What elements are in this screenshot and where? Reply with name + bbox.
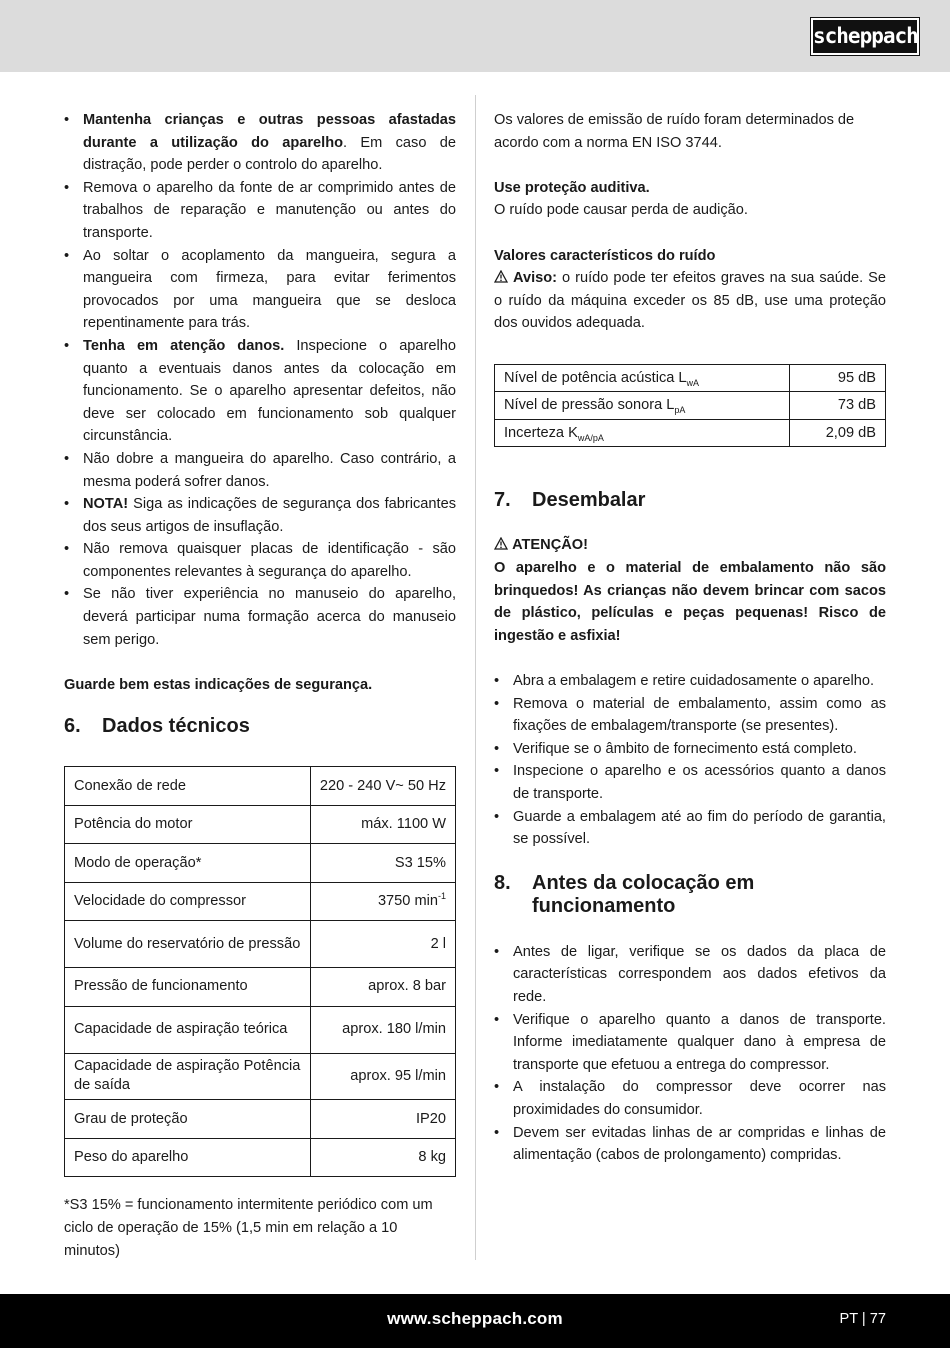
table-row <box>495 419 886 447</box>
spec-value: IP20 <box>310 1100 455 1139</box>
table-row <box>65 882 456 921</box>
spec-label: Conexão de rede <box>65 767 311 806</box>
spec-label: Volume do reservatório de pressão <box>65 921 311 968</box>
spec-value: S3 15% <box>310 844 455 883</box>
section-7-heading: 7. Desembalar <box>494 489 646 512</box>
list-item: • Mantenha crianças e outras pessoas afastadas durante a utilização do aparelho. Em caso de distração, pode perder o controlo do aparelho. <box>64 109 456 177</box>
attention-label: ATENÇÃO! <box>494 534 886 557</box>
spec-label: Modo de operação* <box>65 844 311 883</box>
noise-values-table <box>494 364 886 448</box>
list-item: • Verifique se o âmbito de fornecimento está completo. <box>494 738 886 761</box>
list-item: • Remova o material de embalamento, assim como as fixações de embalagem/transporte (se presentes). <box>494 693 886 738</box>
spec-value: aprox. 8 bar <box>310 968 455 1007</box>
spec-value: máx. 1100 W <box>310 805 455 844</box>
website-link[interactable]: www.scheppach.com <box>387 1309 563 1328</box>
table-row <box>65 921 456 968</box>
noise-value: 2,09 dB <box>790 419 886 447</box>
list-item: • Abra a embalagem e retire cuidadosamente o aparelho. <box>494 670 886 693</box>
spec-value: aprox. 180 l/min <box>310 1006 455 1053</box>
table-row <box>65 767 456 806</box>
spec-footnote: *S3 15% = funcionamento intermitente periódico com um ciclo de operação de 15% (1,5 min em relação a 10 minutos) <box>64 1197 433 1259</box>
spec-value: 3750 $\min^{-1}$ <box>310 882 455 921</box>
list-item: • A instalação do compressor deve ocorrer nas proximidades do consumidor. <box>494 1076 886 1121</box>
spec-label: Peso do aparelho <box>65 1138 311 1177</box>
spec-value: 220 - 240 V~ 50 Hz <box>310 767 455 806</box>
table-row <box>65 968 456 1007</box>
table-row <box>65 1138 456 1177</box>
unpack-bullet-list <box>494 670 886 851</box>
scheppach-logo: scheppach <box>811 18 919 55</box>
spec-label: Velocidade do compressor <box>65 882 311 921</box>
spec-label: Grau de proteção <box>65 1100 311 1139</box>
keep-instructions-note: Guarde bem estas indicações de segurança. <box>64 676 373 693</box>
spec-value: aprox. 95 l/min <box>310 1053 455 1100</box>
noise-intro: Os valores de emissão de ruído foram determinados de acordo com a norma EN ISO 3744. <box>494 112 855 151</box>
table-row <box>495 364 886 392</box>
noise-label: Nível de potência acústica $L_{wA}$ <box>495 364 790 392</box>
warning-triangle-icon <box>494 270 508 283</box>
table-row <box>65 1100 456 1139</box>
technical-data-table <box>64 766 456 1177</box>
list-item: • NOTA! Siga as indicações de segurança dos fabricantes dos seus artigos de insuflação. <box>64 493 456 538</box>
hearing-protection-text: O ruído pode causar perda de audição. <box>494 202 748 219</box>
hearing-protection-title: Use proteção auditiva. <box>494 179 650 196</box>
warning-triangle-icon <box>494 537 508 550</box>
noise-label: Nível de pressão sonora $L_{pA}$ <box>495 392 790 420</box>
table-row <box>65 1053 456 1100</box>
list-item: • Antes de ligar, verifique se os dados da placa de características correspondem aos dados efetivos da rede. <box>494 941 886 1009</box>
table-row <box>65 805 456 844</box>
spec-label: Potência do motor <box>65 805 311 844</box>
section-6-heading: 6. Dados técnicos <box>64 715 250 738</box>
footer-bar <box>0 1294 950 1348</box>
safety-bullet-list <box>64 109 456 651</box>
spec-label: Capacidade de aspiração teórica <box>65 1006 311 1053</box>
table-row <box>65 1006 456 1053</box>
column-divider <box>475 95 476 1260</box>
page-number: PT | 77 <box>839 1311 886 1327</box>
attention-text: O aparelho e o material de embalamento não são brinquedos! As crianças não devem brincar com sacos de plástico, películas e peças pequenas! Risco de ingestão e asfixia! <box>494 560 886 644</box>
list-item: • Remova o aparelho da fonte de ar comprimido antes de trabalhos de reparação e manutenção ou antes do transporte. <box>64 177 456 245</box>
noise-value: 73 dB <box>790 392 886 420</box>
before-operation-bullet-list <box>494 941 886 1167</box>
table-row <box>65 844 456 883</box>
spec-label: Capacidade de aspiração Potência de saída <box>65 1053 311 1100</box>
left-column <box>64 109 456 1262</box>
table-row <box>495 392 886 420</box>
list-item: • Verifique o aparelho quanto a danos de transporte. Informe imediatamente qualquer dano à empresa de transporte que efetuou a entrega do compressor. <box>494 1009 886 1077</box>
list-item: • Se não tiver experiência no manuseio do aparelho, deverá participar numa formação acerca do manuseio sem perigo. <box>64 583 456 651</box>
list-item: • Ao soltar o acoplamento da mangueira, segura a mangueira com firmeza, para evitar ferimentos provocados por uma mangueira que se desloca repentinamente para trás. <box>64 245 456 335</box>
spec-label: Pressão de funcionamento <box>65 968 311 1007</box>
section-8-heading: 8. Antes da colocação em funcionamento <box>494 871 755 917</box>
noise-value: 95 dB <box>790 364 886 392</box>
right-column <box>494 109 886 1167</box>
list-item: • Tenha em atenção danos. Inspecione o aparelho quanto a eventuais danos antes da colocação em funcionamento. Se o aparelho apresentar defeitos, não deve ser colocado em funcionamento sob qualquer circunstância. <box>64 335 456 448</box>
header-bar <box>0 0 950 72</box>
list-item: • Não remova quaisquer placas de identificação - são componentes relevantes à segurança do aparelho. <box>64 538 456 583</box>
noise-label: Incerteza $K_{wA/pA}$ <box>495 419 790 447</box>
spec-value: 2 l <box>310 921 455 968</box>
list-item: • Não dobre a mangueira do aparelho. Caso contrário, a mesma poderá sofrer danos. <box>64 448 456 493</box>
list-item: • Devem ser evitadas linhas de ar compridas e linhas de alimentação (cabos de prolongamento) compridas. <box>494 1122 886 1167</box>
spec-value: 8 kg <box>310 1138 455 1177</box>
noise-values-title: Valores característicos do ruído <box>494 247 716 264</box>
list-item: • Guarde a embalagem até ao fim do período de garantia, se possível. <box>494 806 886 851</box>
noise-warning: Aviso: o ruído pode ter efeitos graves na sua saúde. Se o ruído da máquina exceder os 85 dB, use uma proteção dos ouvidos adequada. <box>494 270 886 332</box>
list-item: • Inspecione o aparelho e os acessórios quanto a danos de transporte. <box>494 760 886 805</box>
